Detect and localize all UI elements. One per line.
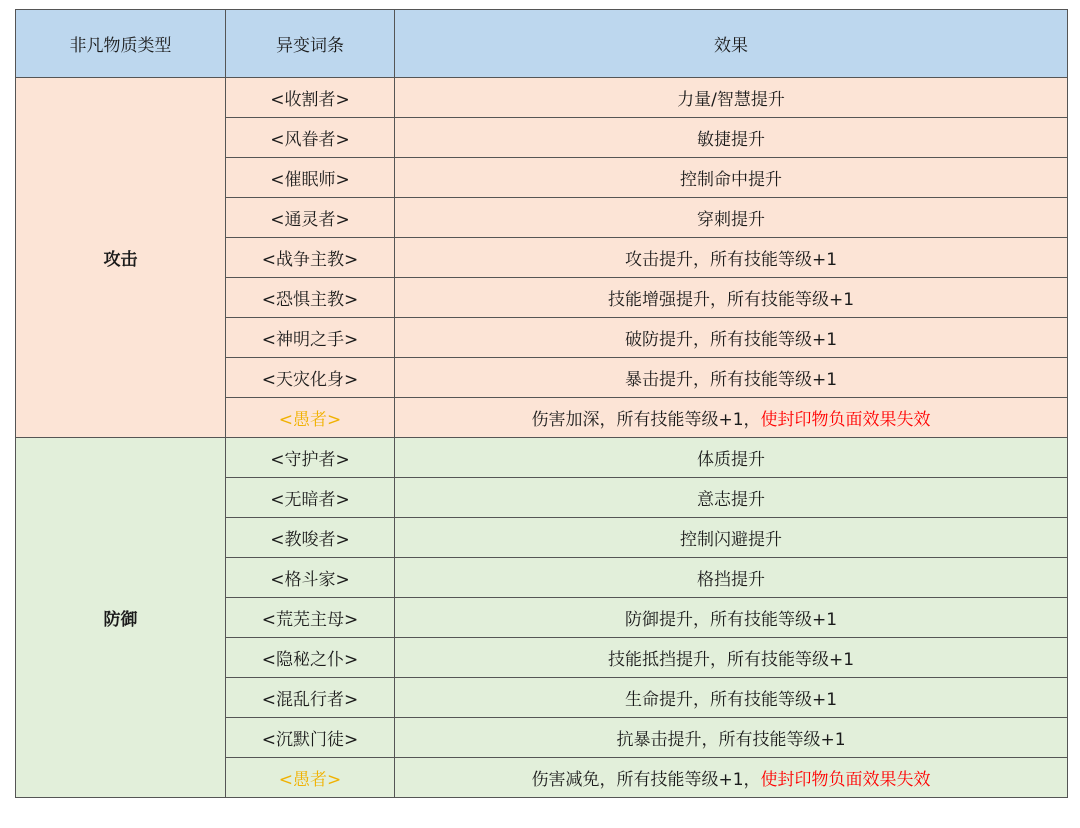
- effect-text: 技能增强提升，所有技能等级+1: [607, 290, 855, 310]
- entry-cell: <混乱行者>: [226, 678, 395, 718]
- effect-text: 意志提升: [697, 490, 765, 510]
- effect-cell: [395, 398, 1068, 438]
- effect-cell: [395, 158, 1068, 198]
- entry-cell: <愚者>: [226, 758, 395, 798]
- mutation-effects-table: [15, 9, 1068, 798]
- effect-cell: [395, 198, 1068, 238]
- effect-cell: [395, 718, 1068, 758]
- effect-text: 技能抵挡提升，所有技能等级+1: [607, 650, 855, 670]
- entry-cell: <恐惧主教>: [226, 278, 395, 318]
- entry-cell: <风眷者>: [226, 118, 395, 158]
- effect-text: 敏捷提升: [697, 130, 765, 150]
- table-row: [16, 78, 1068, 118]
- entry-cell: <收割者>: [226, 78, 395, 118]
- effect-text: 防御提升，所有技能等级+1: [624, 610, 838, 630]
- category-cell: 攻击: [16, 78, 226, 438]
- entry-cell: <沉默门徒>: [226, 718, 395, 758]
- header-row: [16, 10, 1068, 78]
- effect-text: 控制命中提升: [680, 170, 782, 190]
- entry-cell: <催眠师>: [226, 158, 395, 198]
- category-cell: 防御: [16, 438, 226, 798]
- entry-cell: <无暗者>: [226, 478, 395, 518]
- table-body: [16, 78, 1068, 798]
- warning-text: 使封印物负面效果失效: [760, 410, 931, 430]
- effect-cell: [395, 638, 1068, 678]
- effect-text: 破防提升，所有技能等级+1: [624, 330, 838, 350]
- header-category: 非凡物质类型: [16, 10, 226, 78]
- effect-cell: [395, 118, 1068, 158]
- effect-text: 力量/智慧提升: [677, 90, 785, 110]
- header-entry: 异变词条: [226, 10, 395, 78]
- entry-cell: <通灵者>: [226, 198, 395, 238]
- effect-text: 控制闪避提升: [680, 530, 782, 550]
- effect-cell: [395, 278, 1068, 318]
- entry-cell: <隐秘之仆>: [226, 638, 395, 678]
- entry-cell: <战争主教>: [226, 238, 395, 278]
- effect-text: 伤害加深，所有技能等级+1，: [531, 410, 761, 430]
- effect-text: 伤害减免，所有技能等级+1，: [531, 770, 761, 790]
- effect-cell: [395, 358, 1068, 398]
- header-effect: 效果: [395, 10, 1068, 78]
- warning-text: 使封印物负面效果失效: [760, 770, 931, 790]
- effect-text: 体质提升: [697, 450, 765, 470]
- effect-cell: [395, 518, 1068, 558]
- effect-text: 格挡提升: [697, 570, 765, 590]
- effect-cell: [395, 558, 1068, 598]
- effect-text: 生命提升，所有技能等级+1: [624, 690, 838, 710]
- effect-cell: [395, 438, 1068, 478]
- entry-cell: <守护者>: [226, 438, 395, 478]
- effect-cell: [395, 678, 1068, 718]
- entry-cell: <天灾化身>: [226, 358, 395, 398]
- effect-text: 暴击提升，所有技能等级+1: [624, 370, 838, 390]
- effect-cell: [395, 78, 1068, 118]
- entry-cell: <格斗家>: [226, 558, 395, 598]
- effect-cell: [395, 598, 1068, 638]
- entry-cell: <神明之手>: [226, 318, 395, 358]
- entry-cell: <教唆者>: [226, 518, 395, 558]
- effect-cell: [395, 318, 1068, 358]
- effect-text: 攻击提升，所有技能等级+1: [624, 250, 838, 270]
- effect-cell: [395, 478, 1068, 518]
- entry-cell: <愚者>: [226, 398, 395, 438]
- effect-cell: [395, 238, 1068, 278]
- effect-text: 抗暴击提升，所有技能等级+1: [616, 730, 846, 750]
- entry-cell: <荒芜主母>: [226, 598, 395, 638]
- table-row: [16, 438, 1068, 478]
- effect-cell: [395, 758, 1068, 798]
- effect-text: 穿刺提升: [697, 210, 765, 230]
